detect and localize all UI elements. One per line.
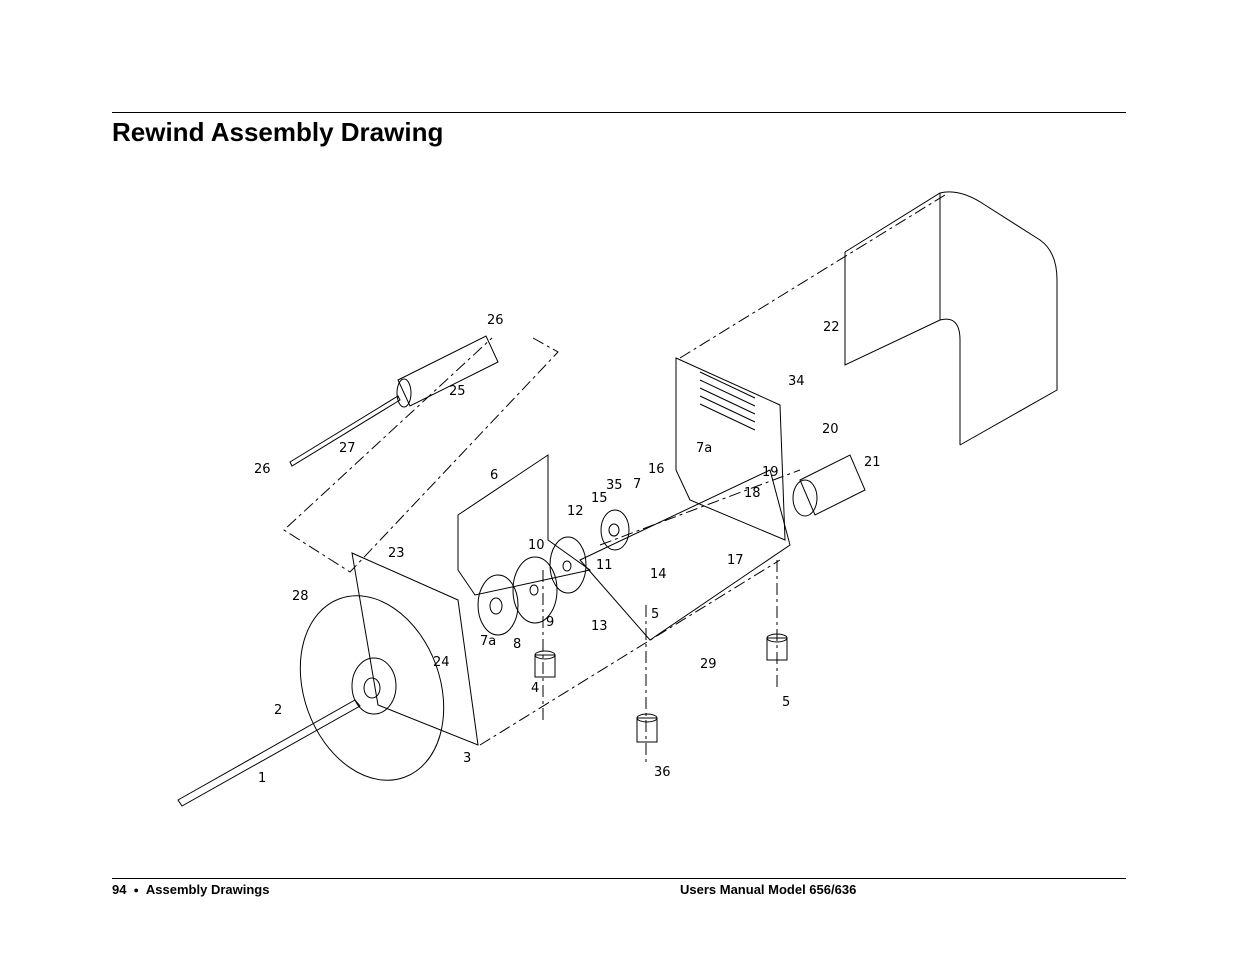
callout-36: 36: [654, 765, 671, 780]
drawing-geometry: [178, 192, 1057, 806]
page-number: 94: [112, 882, 127, 897]
part-21-motor: [793, 455, 865, 516]
callout-9: 9: [546, 615, 555, 630]
callout-25: 25: [449, 384, 466, 399]
callout-35: 35: [606, 478, 623, 493]
part-28-reel-disk: [276, 575, 472, 800]
callout-15: 15: [591, 491, 608, 506]
callout-4: 4: [531, 681, 540, 696]
callout-17: 17: [727, 553, 744, 568]
callout-7: 7: [633, 477, 642, 492]
callout-21: 21: [864, 455, 881, 470]
callout-14: 14: [650, 567, 667, 582]
callout-16: 16: [648, 462, 665, 477]
callout-34: 34: [788, 374, 805, 389]
callout-3: 3: [463, 751, 472, 766]
bullet-icon: ●: [133, 885, 139, 895]
footer-left: [112, 882, 269, 897]
part-13-base-plate: [352, 358, 790, 745]
part-22-cover: [845, 192, 1057, 445]
callout-labels: [254, 313, 881, 786]
callout-23: 23: [388, 546, 405, 561]
part-10-disk: [550, 537, 586, 593]
callout-20: 20: [822, 422, 839, 437]
callout-18: 18: [744, 486, 761, 501]
callout-28: 28: [292, 589, 309, 604]
callout-29: 29: [700, 657, 717, 672]
callout-24: 24: [433, 655, 450, 670]
callout-11: 11: [596, 558, 613, 573]
callout-1: 1: [258, 771, 267, 786]
part-8-disk: [478, 575, 518, 635]
part-12-pulley: [601, 510, 629, 550]
callout-26-top: 26: [487, 313, 504, 328]
part-4-foot: [535, 651, 555, 677]
callout-13: 13: [591, 619, 608, 634]
part-36-foot: [637, 714, 657, 742]
callout-5-upper: 5: [651, 607, 660, 622]
callout-22: 22: [823, 320, 840, 335]
page-title: Rewind Assembly Drawing: [112, 117, 444, 147]
callout-10: 10: [528, 538, 545, 553]
callout-26-left: 26: [254, 462, 271, 477]
callout-8: 8: [513, 637, 522, 652]
manual-title: Users Manual Model 656/636: [680, 882, 857, 897]
callout-7a-top: 7a: [696, 441, 713, 456]
part-25-roller: [397, 336, 498, 407]
footer-rule: [112, 878, 1126, 879]
callout-27: 27: [339, 441, 356, 456]
callout-12: 12: [567, 504, 584, 519]
callout-7a-bottom: 7a: [480, 634, 497, 649]
callout-19: 19: [762, 465, 779, 480]
callout-5-lower: 5: [782, 695, 791, 710]
callout-6: 6: [490, 468, 499, 483]
callout-2: 2: [274, 703, 283, 718]
section-name: Assembly Drawings: [145, 882, 270, 897]
